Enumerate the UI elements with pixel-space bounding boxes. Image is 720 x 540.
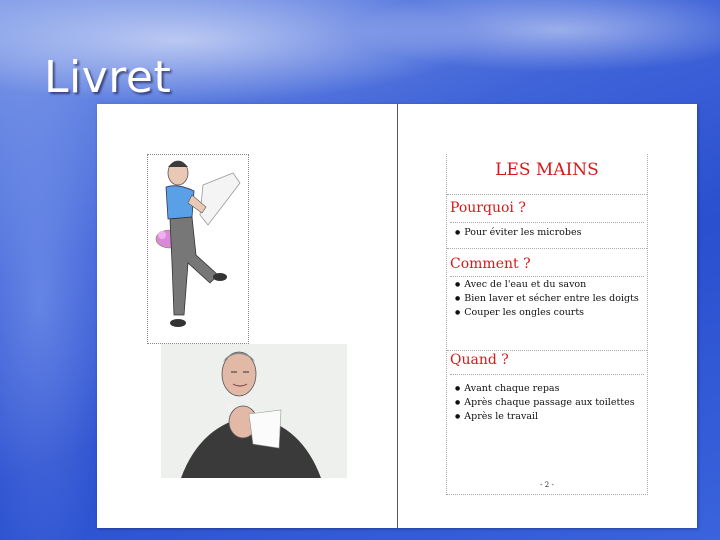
booklet-image [97,104,697,528]
bullet-list-quand [455,382,635,424]
man-drying-hands-illustration [161,344,347,478]
divider [447,350,647,351]
content-box [446,154,648,495]
list-item: ● Après le travail [455,410,635,424]
divider [447,248,647,249]
page-number: - 2 - [540,481,554,489]
bullet-list-comment [455,278,639,320]
list-item: ● Pour éviter les microbes [455,226,581,240]
list-item: ● Avec de l'eau et du savon [455,278,639,292]
left-page [97,104,397,528]
list-item: ● Bien laver et sécher entre les doigts [455,292,639,306]
list-item: ● Couper les ongles courts [455,306,639,320]
section-title-quand: Quand ? [450,352,644,375]
person-washing-hands-illustration [148,155,248,343]
list-item: ● Avant chaque repas [455,382,635,396]
section-title-pourquoi: Pourquoi ? [450,200,644,223]
hand-dry-drawing [161,344,347,478]
hand-wash-drawing [147,154,249,344]
divider [447,194,647,195]
list-item: ● Après chaque passage aux toilettes [455,396,635,410]
page-heading: LES MAINS [495,160,599,180]
slide-title: Livret [44,52,172,103]
section-title-comment: Comment ? [450,256,644,277]
bullet-list-pourquoi [455,226,581,240]
right-page [398,104,697,528]
